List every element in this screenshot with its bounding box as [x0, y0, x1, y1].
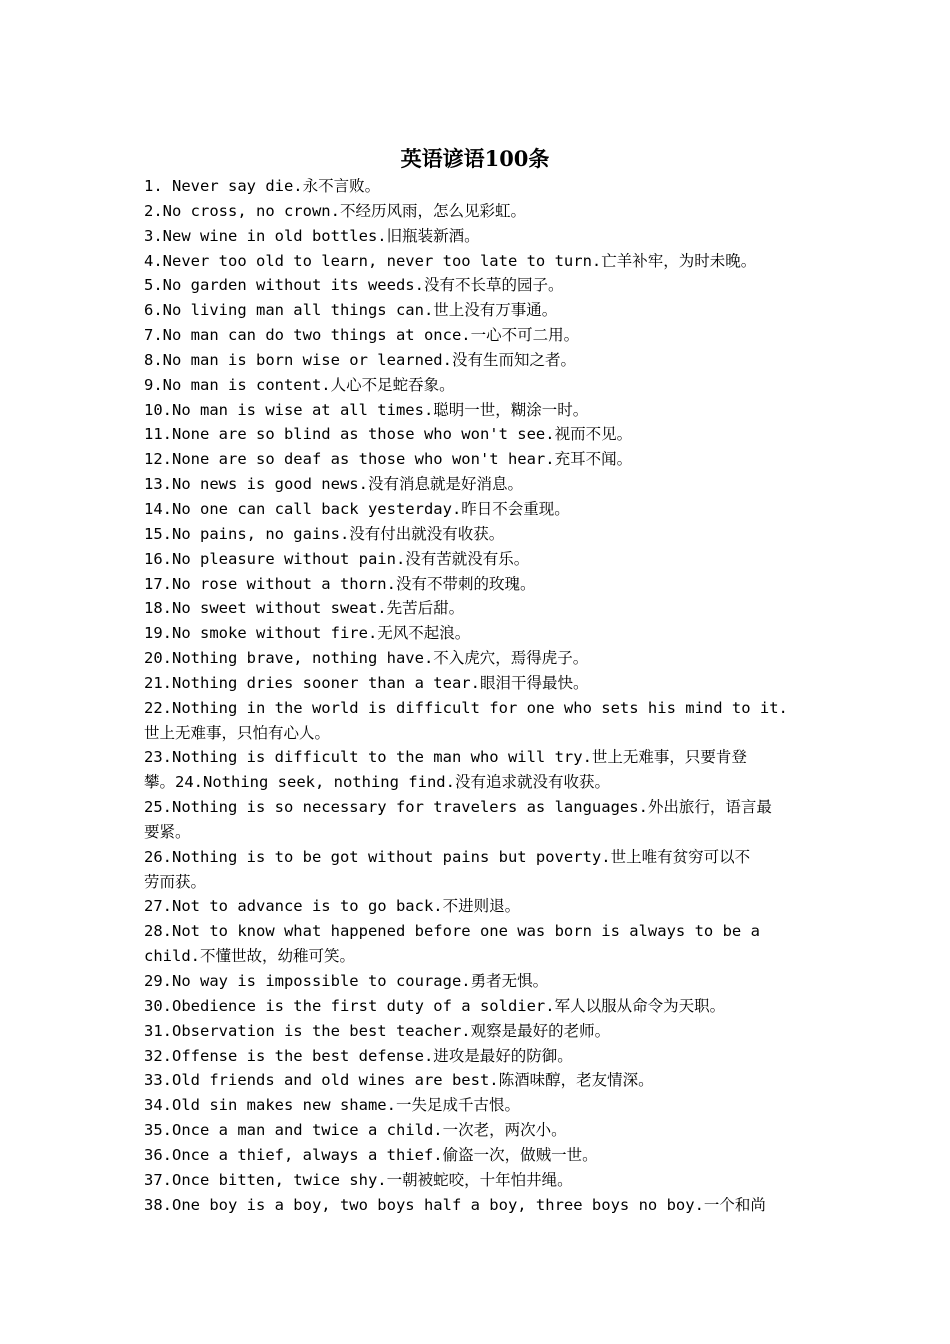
text-line: 6.No living man all things can.世上没有万事通。: [144, 301, 558, 320]
text-line: 30.Obedience is the first duty of a soldier.军人以服从命令为天职。: [144, 996, 726, 1015]
text-line: 世上无难事，只怕有心人。: [144, 723, 331, 742]
text-line: 2.No cross, no crown.不经历风雨，怎么见彩虹。: [144, 201, 526, 220]
text-line: 14.No one can call back yesterday.昨日不会重现。: [144, 499, 570, 518]
page-title: 英语谚语100条: [400, 146, 550, 171]
text-line: 26.Nothing is to be got without pains but poverty.世上唯有贫穷可以不: [144, 847, 751, 866]
text-line: 33.Old friends and old wines are best.陈酒味醇，老友情深。: [144, 1071, 654, 1090]
text-line: 要紧。: [144, 822, 191, 841]
text-line: 12.None are so deaf as those who won't hear.充耳不闻。: [144, 450, 633, 469]
text-line: 32.Offense is the best defense.进攻是最好的防御。: [144, 1046, 573, 1065]
text-line: 28.Not to know what happened before one was born is always to be a: [144, 922, 760, 941]
text-line: 20.Nothing brave, nothing have.不入虎穴，焉得虎子。: [144, 649, 589, 668]
text-line: 劳而获。: [144, 872, 207, 891]
text-line: 4.Never too old to learn, never too late to turn.亡羊补牢，为时未晚。: [144, 251, 757, 270]
text-line: 35.Once a man and twice a child.一次老，两次小。: [144, 1121, 567, 1140]
text-line: 16.No pleasure without pain.没有苦就没有乐。: [144, 549, 530, 568]
text-line: 37.Once bitten, twice shy.一朝被蛇咬，十年怕井绳。: [144, 1170, 573, 1189]
text-line: 9.No man is content.人心不足蛇吞象。: [144, 375, 455, 394]
proverb-list: [144, 174, 810, 1217]
text-line: 34.Old sin makes new shame.一失足成千古恨。: [144, 1096, 520, 1115]
text-line: 17.No rose without a thorn.没有不带刺的玫瑰。: [144, 574, 536, 593]
text-line: child.不懂世故，幼稚可笑。: [144, 947, 355, 966]
text-line: 22.Nothing in the world is difficult for one who sets his mind to it.: [144, 698, 788, 717]
text-line: 3.New wine in old bottles.旧瓶装新酒。: [144, 226, 480, 245]
text-line: 7.No man can do two things at once.一心不可二用。: [144, 326, 580, 345]
text-line: 1. Never say die.永不言败。: [144, 177, 381, 195]
text-line: 31.Observation is the best teacher.观察是最好的老师。: [144, 1021, 611, 1040]
text-line: 38.One boy is a boy, two boys half a boy, three boys no boy.一个和尚: [144, 1195, 766, 1214]
text-line: 5.No garden without its weeds.没有不长草的园子。: [144, 276, 564, 295]
text-line: 19.No smoke without fire.无风不起浪。: [144, 624, 471, 643]
text-line: 25.Nothing is so necessary for travelers as languages.外出旅行，语言最: [144, 798, 772, 817]
text-line: 36.Once a thief, always a thief.偷盗一次，做贼一世。: [144, 1145, 598, 1164]
text-line: 10.No man is wise at all times.聪明一世，糊涂一时。: [144, 400, 589, 419]
text-line: 18.No sweet without sweat.先苦后甜。: [144, 599, 465, 618]
text-line: 11.None are so blind as those who won't see.视而不见。: [144, 425, 633, 444]
text-line: 27.Not to advance is to go back.不进则退。: [144, 897, 521, 916]
text-line: 21.Nothing dries sooner than a tear.眼泪干得最快。: [144, 673, 589, 692]
text-line: 15.No pains, no gains.没有付出就没有收获。: [144, 524, 505, 543]
text-line: 29.No way is impossible to courage.勇者无惧。: [144, 972, 549, 990]
text-line: 23.Nothing is difficult to the man who will try.世上无难事，只要肯登: [144, 748, 747, 767]
text-line: 攀。24.Nothing seek, nothing find.没有追求就没有收获。: [144, 773, 610, 792]
text-line: 13.No news is good news.没有消息就是好消息。: [144, 475, 523, 494]
text-line: 8.No man is born wise or learned.没有生而知之者。: [144, 350, 576, 369]
